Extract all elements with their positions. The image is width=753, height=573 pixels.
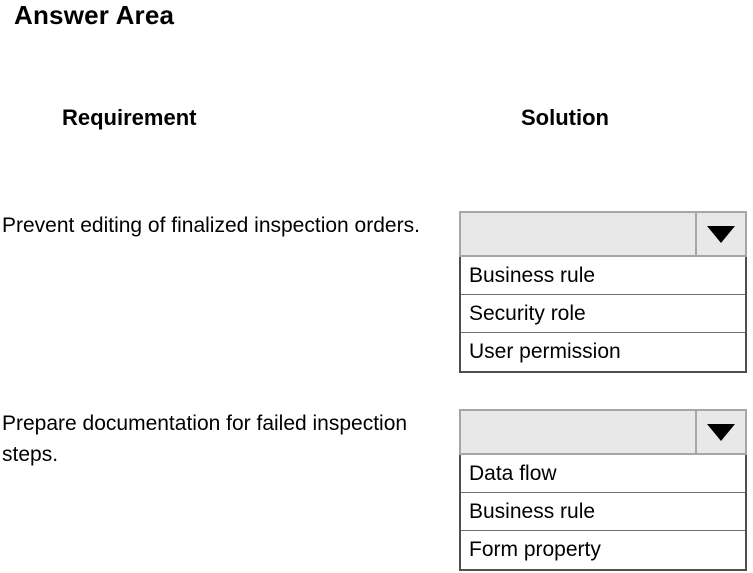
dropdown-option-list[interactable] (459, 455, 747, 571)
dropdown-option[interactable]: Security role (461, 295, 745, 333)
chevron-down-icon[interactable] (695, 213, 745, 255)
dropdown-option[interactable]: Business rule (461, 493, 745, 531)
solution-dropdown-2[interactable] (459, 409, 747, 571)
dropdown-option[interactable]: Form property (461, 531, 745, 569)
dropdown-option[interactable]: User permission (461, 333, 745, 371)
requirement-text: Prepare documentation for failed inspection steps. (2, 412, 408, 466)
dropdown-option-list[interactable] (459, 257, 747, 373)
dropdown-option[interactable]: Data flow (461, 455, 745, 493)
requirement-text: Prevent editing of finalized inspection orders. (2, 214, 420, 237)
dropdown-selected-value (461, 411, 695, 453)
dropdown-selected-value (461, 213, 695, 255)
column-header-solution: Solution (521, 105, 609, 130)
dropdown-option[interactable]: Business rule (461, 257, 745, 295)
column-header-requirement: Requirement (62, 105, 197, 130)
solution-dropdown-1[interactable] (459, 211, 747, 373)
page-title: Answer Area (14, 0, 175, 30)
chevron-down-icon[interactable] (695, 411, 745, 453)
dropdown-control[interactable] (459, 211, 747, 257)
dropdown-control[interactable] (459, 409, 747, 455)
